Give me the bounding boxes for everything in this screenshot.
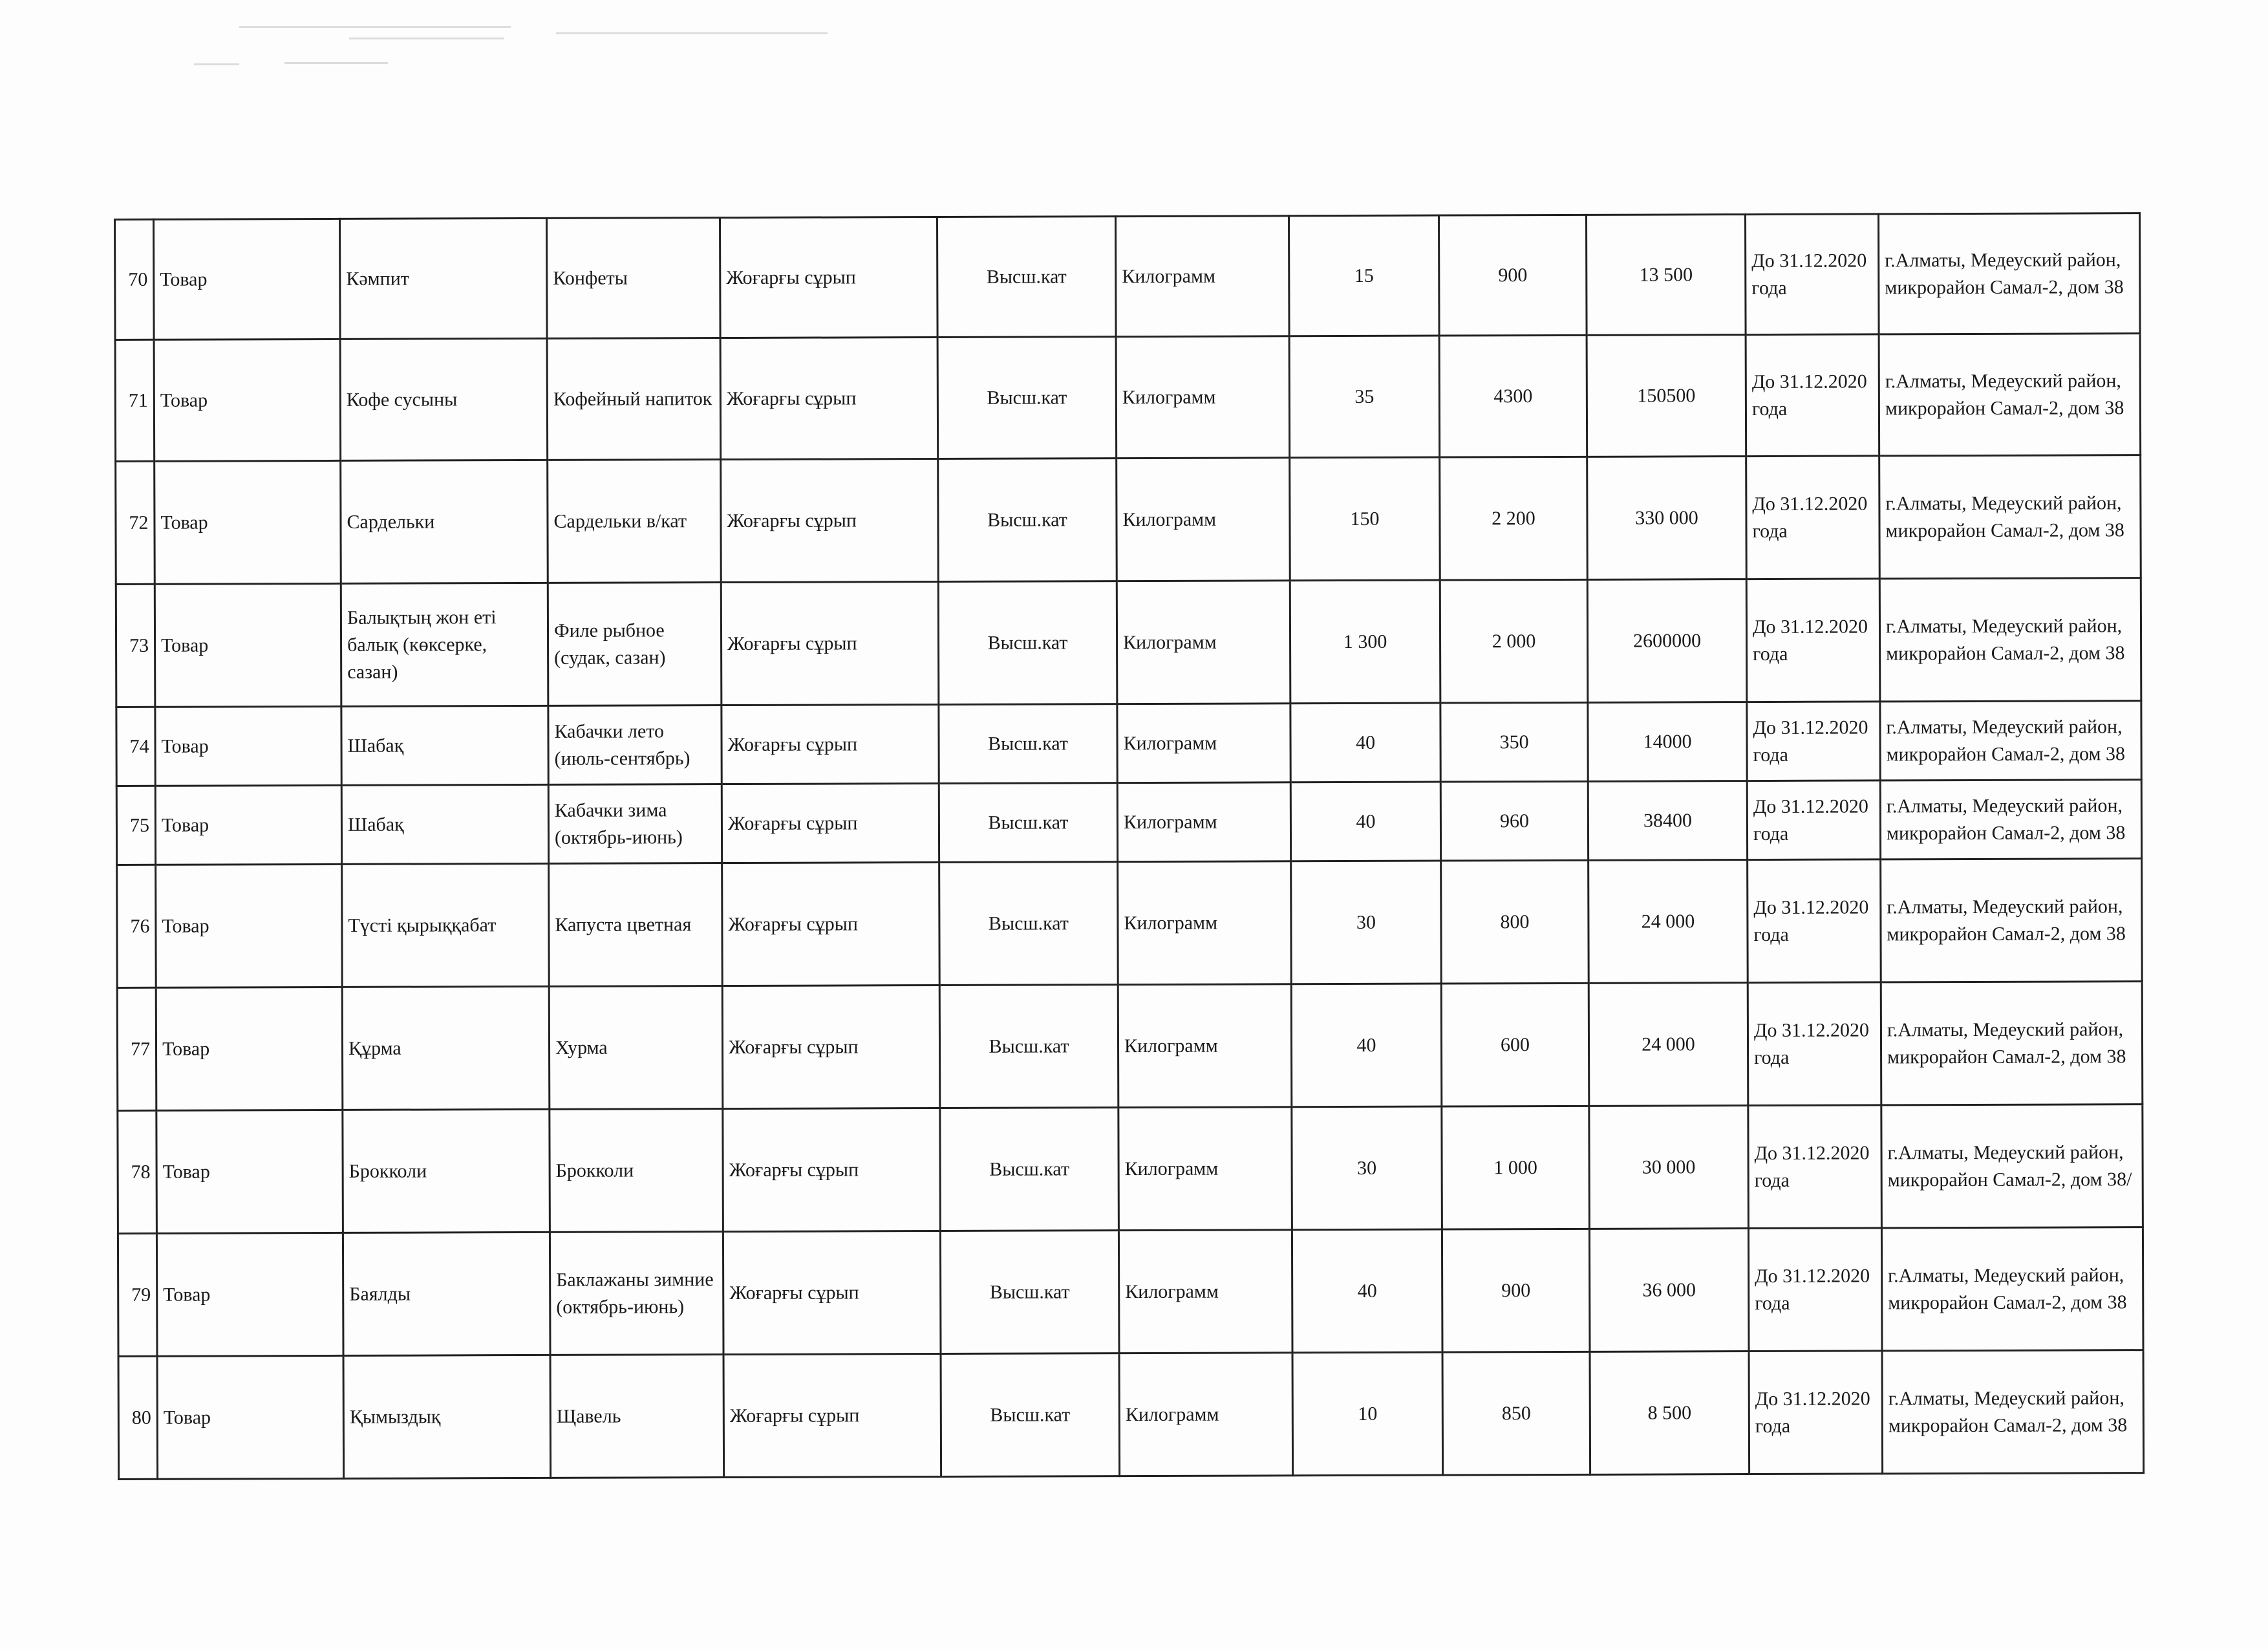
- grade-kazakh: Жоғарғы сұрып: [720, 217, 938, 338]
- row-number: 73: [116, 584, 155, 707]
- unit-price: 800: [1441, 860, 1589, 984]
- total-sum: 8 500: [1590, 1352, 1749, 1475]
- item-kind: Товар: [155, 460, 341, 584]
- delivery-address: г.Алматы, Медеуский район, микрорайон Самал-2, дом 38/: [1881, 1105, 2143, 1228]
- delivery-address: г.Алматы, Медеуский район, микрорайон Самал-2, дом 38: [1879, 455, 2141, 579]
- delivery-term: До 31.12.2020 года: [1746, 579, 1880, 702]
- grade-russian: Высш.кат: [940, 1231, 1119, 1354]
- total-sum: 330 000: [1587, 457, 1747, 580]
- unit-price: 350: [1440, 702, 1588, 782]
- quantity: 10: [1292, 1352, 1443, 1476]
- unit-of-measure: Килограмм: [1117, 782, 1290, 862]
- delivery-address: г.Алматы, Медеуский район, микрорайон Самал-2, дом 38: [1879, 578, 2141, 702]
- quantity: 30: [1292, 1106, 1442, 1230]
- grade-kazakh: Жоғарғы сұрып: [722, 783, 939, 863]
- item-name-kazakh: Түсті қырыққабат: [342, 863, 550, 987]
- row-number: 75: [116, 786, 155, 865]
- total-sum: 2600000: [1587, 579, 1747, 703]
- grade-kazakh: Жоғарғы сұрып: [721, 581, 939, 705]
- grade-russian: Высш.кат: [940, 1108, 1119, 1231]
- total-sum: 13 500: [1586, 215, 1746, 336]
- row-number: 74: [116, 707, 155, 786]
- item-kind: Товар: [157, 1355, 344, 1479]
- grade-kazakh: Жоғарғы сұрып: [721, 458, 939, 582]
- item-name-kazakh: Кәмпит: [340, 218, 548, 339]
- item-name-russian: Конфеты: [547, 218, 721, 339]
- quantity: 1 300: [1290, 580, 1440, 704]
- item-name-russian: Кабачки зима (октябрь-июнь): [548, 784, 722, 864]
- total-sum: 38400: [1588, 781, 1747, 861]
- delivery-term: До 31.12.2020 года: [1746, 456, 1880, 579]
- delivery-address: г.Алматы, Медеуский район, микрорайон Самал-2, дом 38: [1880, 780, 2141, 859]
- row-number: 77: [117, 987, 156, 1110]
- grade-russian: Высш.кат: [939, 704, 1117, 784]
- grade-russian: Высш.кат: [937, 337, 1117, 459]
- delivery-address: г.Алматы, Медеуский район, микрорайон Самал-2, дом 38: [1881, 982, 2143, 1105]
- total-sum: 36 000: [1589, 1229, 1749, 1352]
- item-name-kazakh: Құрма: [342, 986, 550, 1110]
- delivery-term: До 31.12.2020 года: [1747, 702, 1880, 781]
- table-row: [118, 1227, 2143, 1357]
- item-kind: Товар: [156, 1110, 343, 1233]
- delivery-term: До 31.12.2020 года: [1748, 859, 1881, 983]
- item-name-russian: Баклажаны зимние (октябрь-июнь): [550, 1232, 723, 1355]
- row-number: 80: [118, 1356, 158, 1479]
- quantity: 40: [1292, 1229, 1442, 1353]
- item-kind: Товар: [155, 583, 341, 707]
- item-kind: Товар: [154, 339, 341, 461]
- total-sum: 24 000: [1589, 983, 1748, 1106]
- item-name-russian: Капуста цветная: [549, 863, 723, 987]
- item-name-russian: Кабачки лето (июль-сентябрь): [548, 706, 722, 785]
- delivery-address: г.Алматы, Медеуский район, микрорайон Самал-2, дом 38: [1881, 859, 2143, 982]
- quantity: 40: [1290, 703, 1440, 782]
- item-kind: Товар: [154, 219, 341, 339]
- total-sum: 14000: [1588, 702, 1747, 782]
- grade-russian: Высш.кат: [938, 458, 1117, 582]
- table-row: [116, 780, 2141, 865]
- delivery-address: г.Алматы, Медеуский район, микрорайон Самал-2, дом 38: [1879, 334, 2141, 456]
- unit-of-measure: Килограмм: [1117, 704, 1290, 783]
- row-number: 72: [116, 461, 155, 584]
- scan-artifact: [556, 32, 828, 34]
- quantity: 15: [1289, 215, 1439, 336]
- unit-price: 960: [1440, 781, 1588, 861]
- delivery-term: До 31.12.2020 года: [1748, 1228, 1882, 1352]
- item-name-russian: Хурма: [549, 986, 723, 1110]
- item-kind: Товар: [156, 1233, 343, 1356]
- grade-kazakh: Жоғарғы сұрып: [722, 985, 940, 1108]
- grade-russian: Высш.кат: [937, 217, 1116, 338]
- unit-of-measure: Килограмм: [1118, 1230, 1292, 1353]
- scan-artifact: [194, 63, 239, 65]
- item-kind: Товар: [156, 987, 343, 1110]
- table-row: [115, 213, 2141, 340]
- quantity: 40: [1290, 782, 1440, 861]
- delivery-address: г.Алматы, Медеуский район, микрорайон Самал-2, дом 38: [1881, 1227, 2143, 1351]
- delivery-term: До 31.12.2020 года: [1749, 1351, 1883, 1474]
- row-number: 70: [115, 219, 155, 339]
- unit-of-measure: Килограмм: [1117, 581, 1290, 704]
- table-row: [117, 982, 2143, 1111]
- delivery-address: г.Алматы, Медеуский район, микрорайон Самал-2, дом 38: [1882, 1350, 2144, 1474]
- unit-of-measure: Килограмм: [1115, 216, 1289, 337]
- grade-russian: Высш.кат: [939, 985, 1118, 1108]
- table-row: [118, 1105, 2143, 1234]
- unit-price: 600: [1441, 983, 1589, 1106]
- unit-of-measure: Килограмм: [1118, 984, 1292, 1108]
- item-name-russian: Сардельки в/кат: [548, 460, 722, 583]
- grade-kazakh: Жоғарғы сұрып: [723, 1231, 941, 1354]
- table-row: [116, 701, 2141, 786]
- total-sum: 24 000: [1589, 860, 1748, 984]
- unit-price: 1 000: [1442, 1106, 1590, 1229]
- grade-russian: Высш.кат: [939, 862, 1118, 986]
- scan-artifact: [284, 62, 388, 64]
- procurement-table: [114, 212, 2145, 1480]
- item-kind: Товар: [155, 785, 341, 865]
- item-name-russian: Кофейный напиток: [547, 338, 721, 460]
- grade-kazakh: Жоғарғы сұрып: [722, 862, 940, 986]
- total-sum: 30 000: [1589, 1106, 1749, 1229]
- procurement-table-wrapper: [114, 212, 2143, 1480]
- row-number: 76: [117, 865, 156, 987]
- total-sum: 150500: [1587, 335, 1746, 457]
- delivery-term: До 31.12.2020 года: [1747, 781, 1880, 860]
- item-name-kazakh: Брокколи: [343, 1109, 550, 1233]
- grade-kazakh: Жоғарғы сұрып: [722, 704, 939, 784]
- row-number: 71: [115, 339, 155, 461]
- item-name-kazakh: Баялды: [343, 1232, 550, 1355]
- unit-of-measure: Килограмм: [1119, 1353, 1293, 1476]
- unit-price: 4300: [1439, 335, 1587, 457]
- delivery-term: До 31.12.2020 года: [1748, 982, 1881, 1106]
- table-row: [115, 334, 2141, 462]
- grade-kazakh: Жоғарғы сұрып: [723, 1353, 941, 1477]
- table-body: [115, 213, 2144, 1480]
- unit-of-measure: Килограмм: [1116, 336, 1290, 458]
- quantity: 40: [1291, 984, 1442, 1107]
- delivery-term: До 31.12.2020 года: [1745, 214, 1879, 335]
- item-name-kazakh: Шабақ: [341, 706, 548, 785]
- grade-kazakh: Жоғарғы сұрып: [723, 1108, 941, 1231]
- delivery-address: г.Алматы, Медеуский район, микрорайон Самал-2, дом 38: [1878, 213, 2140, 334]
- unit-of-measure: Килограмм: [1118, 1107, 1292, 1231]
- table-row: [116, 578, 2141, 707]
- table-row: [118, 1350, 2144, 1480]
- grade-russian: Высш.кат: [941, 1353, 1120, 1477]
- grade-russian: Высш.кат: [939, 783, 1117, 863]
- grade-russian: Высш.кат: [938, 581, 1117, 705]
- quantity: 30: [1291, 861, 1442, 984]
- item-name-russian: Филе рыбное (судак, сазан): [548, 583, 722, 706]
- item-kind: Товар: [155, 706, 341, 786]
- row-number: 79: [118, 1233, 157, 1356]
- grade-kazakh: Жоғарғы сұрып: [720, 337, 938, 459]
- delivery-address: г.Алматы, Медеуский район, микрорайон Самал-2, дом 38: [1880, 701, 2141, 781]
- quantity: 35: [1289, 336, 1440, 458]
- item-name-russian: Брокколи: [550, 1109, 723, 1233]
- item-name-russian: Щавель: [550, 1355, 724, 1478]
- item-name-kazakh: Балықтың жон еті балық (көксерке, сазан): [341, 583, 548, 706]
- item-name-kazakh: Қымыздық: [343, 1355, 551, 1478]
- scan-artifact: [349, 38, 504, 39]
- unit-price: 850: [1442, 1352, 1590, 1475]
- delivery-term: До 31.12.2020 года: [1746, 334, 1879, 457]
- unit-of-measure: Килограмм: [1117, 458, 1290, 581]
- table-row: [116, 455, 2141, 585]
- unit-price: 2 000: [1440, 579, 1588, 703]
- item-name-kazakh: Шабақ: [341, 784, 548, 864]
- scan-artifact: [239, 26, 511, 28]
- unit-of-measure: Килограмм: [1118, 861, 1292, 985]
- quantity: 150: [1290, 457, 1440, 581]
- unit-price: 2 200: [1440, 457, 1588, 580]
- unit-price: 900: [1439, 215, 1587, 336]
- unit-price: 900: [1442, 1229, 1590, 1352]
- row-number: 78: [118, 1110, 157, 1233]
- item-name-kazakh: Сардельки: [341, 460, 548, 583]
- table-row: [117, 859, 2143, 988]
- delivery-term: До 31.12.2020 года: [1748, 1105, 1882, 1229]
- item-kind: Товар: [156, 864, 343, 987]
- item-name-kazakh: Кофе сусыны: [340, 338, 548, 460]
